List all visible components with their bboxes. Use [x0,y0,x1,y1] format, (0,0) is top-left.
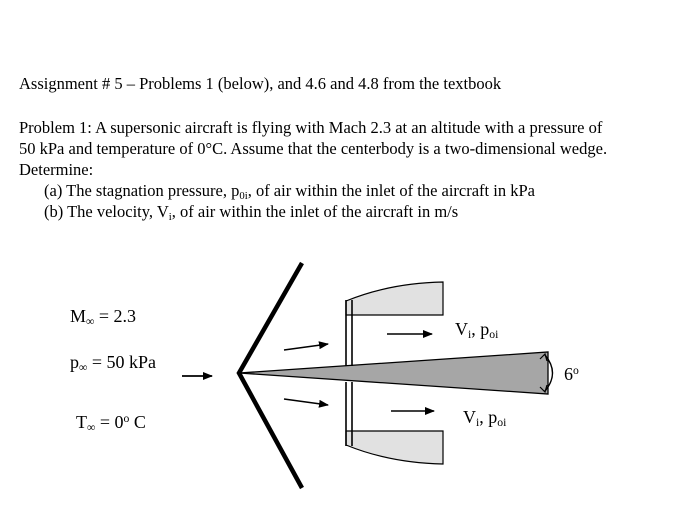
lower-inlet-state-label: $V_i$, $p_{oi}$ [463,407,507,429]
upper-deflected-flow-arrow [284,344,328,350]
part-b-question: (b) The velocity, $V_i$, of air within the inlet of the aircraft in m/s [44,202,459,223]
wedge-angle-label: 6$^o$ [564,364,579,384]
assignment-heading: Assignment # 5 – Problems 1 (below), and 4.6 and 4.8 from the textbook [19,74,502,93]
problem-text-line-1: Problem 1: A supersonic aircraft is flying with Mach 2.3 at an altitude with a pressure of [19,118,603,137]
problem-text-line-2: 50 kPa and temperature of 0°C. Assume that the centerbody is a two-dimensional wedge. [19,139,608,158]
freestream-temperature-label: $T_\infty = 0^o$ C [76,412,146,434]
centerbody-wedge [239,352,548,394]
problem-text-line-3: Determine: [19,160,94,179]
freestream-pressure-label: $p_\infty = 50$ kPa [70,352,156,374]
lower-deflected-flow-arrow [284,399,328,405]
upper-cowl [346,282,443,315]
freestream-mach-label: $M_\infty = 2.3$ [70,306,137,328]
part-a-question: (a) The stagnation pressure, $p_{0i}$, of air within the inlet of the aircraft in kPa [44,181,535,202]
lower-cowl [346,431,443,464]
upper-inlet-state-label: $V_i$, $p_{oi}$ [455,319,499,341]
